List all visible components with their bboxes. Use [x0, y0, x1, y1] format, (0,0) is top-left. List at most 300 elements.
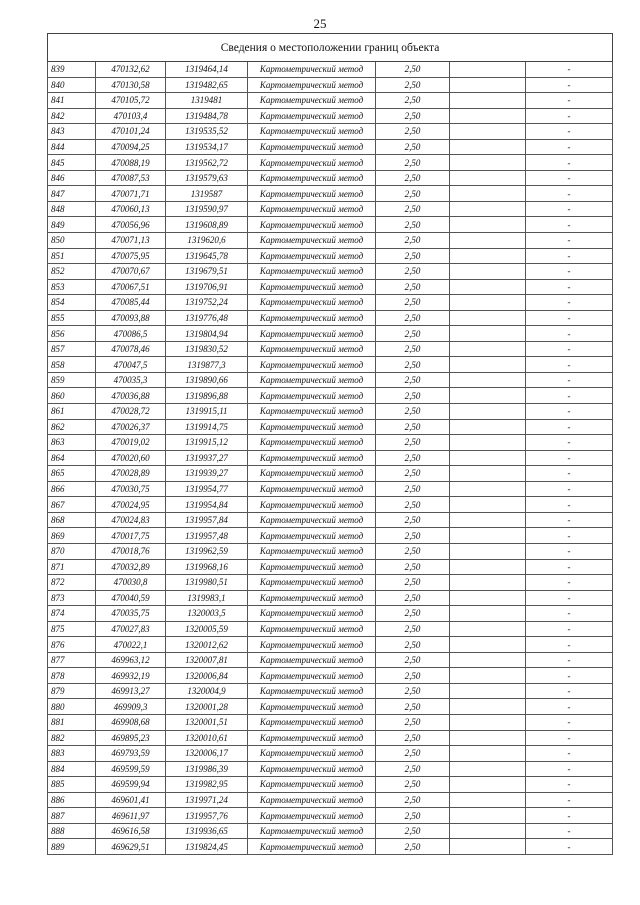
x-coordinate-cell: 470027,83: [96, 621, 166, 637]
note-cell: -: [526, 419, 613, 435]
note-cell: -: [526, 746, 613, 762]
note-cell: -: [526, 201, 613, 217]
description-cell: [450, 450, 526, 466]
x-coordinate-cell: 470040,59: [96, 590, 166, 606]
table-row: [48, 155, 613, 171]
table-row: [48, 590, 613, 606]
x-coordinate-cell: 470028,72: [96, 404, 166, 420]
table-row: [48, 746, 613, 762]
x-coordinate-cell: 469611,97: [96, 808, 166, 824]
point-number-cell: 881: [48, 714, 96, 730]
precision-cell: 2,50: [376, 528, 450, 544]
precision-cell: 2,50: [376, 668, 450, 684]
point-number-cell: 882: [48, 730, 96, 746]
description-cell: [450, 497, 526, 513]
description-cell: [450, 512, 526, 528]
method-cell: Картометрический метод: [248, 186, 376, 202]
table-row: [48, 233, 613, 249]
x-coordinate-cell: 470056,96: [96, 217, 166, 233]
y-coordinate-cell: 1319957,84: [166, 512, 248, 528]
description-cell: [450, 730, 526, 746]
y-coordinate-cell: 1319896,88: [166, 388, 248, 404]
table-row: [48, 326, 613, 342]
precision-cell: 2,50: [376, 792, 450, 808]
table-row: [48, 652, 613, 668]
x-coordinate-cell: 470088,19: [96, 155, 166, 171]
note-cell: -: [526, 186, 613, 202]
table-row: [48, 528, 613, 544]
point-number-cell: 889: [48, 839, 96, 855]
method-cell: Картометрический метод: [248, 621, 376, 637]
y-coordinate-cell: 1320012,62: [166, 637, 248, 653]
y-coordinate-cell: 1319939,27: [166, 466, 248, 482]
precision-cell: 2,50: [376, 264, 450, 280]
table-row: [48, 714, 613, 730]
x-coordinate-cell: 469629,51: [96, 839, 166, 855]
method-cell: Картометрический метод: [248, 823, 376, 839]
note-cell: -: [526, 823, 613, 839]
precision-cell: 2,50: [376, 466, 450, 482]
point-number-cell: 857: [48, 341, 96, 357]
x-coordinate-cell: 470087,53: [96, 170, 166, 186]
table-row: [48, 543, 613, 559]
point-number-cell: 854: [48, 295, 96, 311]
description-cell: [450, 139, 526, 155]
point-number-cell: 850: [48, 233, 96, 249]
table-row: [48, 637, 613, 653]
precision-cell: 2,50: [376, 606, 450, 622]
method-cell: Картометрический метод: [248, 310, 376, 326]
description-cell: [450, 714, 526, 730]
y-coordinate-cell: 1319937,27: [166, 450, 248, 466]
point-number-cell: 848: [48, 201, 96, 217]
point-number-cell: 841: [48, 93, 96, 109]
description-cell: [450, 93, 526, 109]
method-cell: Картометрический метод: [248, 543, 376, 559]
precision-cell: 2,50: [376, 652, 450, 668]
y-coordinate-cell: 1319971,24: [166, 792, 248, 808]
table-row: [48, 606, 613, 622]
precision-cell: 2,50: [376, 512, 450, 528]
note-cell: -: [526, 139, 613, 155]
description-cell: [450, 388, 526, 404]
y-coordinate-cell: 1320007,81: [166, 652, 248, 668]
method-cell: Картометрический метод: [248, 730, 376, 746]
table-row: [48, 512, 613, 528]
method-cell: Картометрический метод: [248, 808, 376, 824]
y-coordinate-cell: 1319752,24: [166, 295, 248, 311]
x-coordinate-cell: 469913,27: [96, 683, 166, 699]
description-cell: [450, 761, 526, 777]
x-coordinate-cell: 470017,75: [96, 528, 166, 544]
description-cell: [450, 233, 526, 249]
precision-cell: 2,50: [376, 823, 450, 839]
method-cell: Картометрический метод: [248, 388, 376, 404]
note-cell: -: [526, 792, 613, 808]
precision-cell: 2,50: [376, 404, 450, 420]
note-cell: -: [526, 839, 613, 855]
x-coordinate-cell: 470036,88: [96, 388, 166, 404]
y-coordinate-cell: 1319962,59: [166, 543, 248, 559]
note-cell: -: [526, 108, 613, 124]
precision-cell: 2,50: [376, 326, 450, 342]
y-coordinate-cell: 1320010,61: [166, 730, 248, 746]
y-coordinate-cell: 1319679,51: [166, 264, 248, 280]
note-cell: -: [526, 575, 613, 591]
description-cell: [450, 419, 526, 435]
precision-cell: 2,50: [376, 761, 450, 777]
description-cell: [450, 435, 526, 451]
point-number-cell: 851: [48, 248, 96, 264]
table-row: [48, 450, 613, 466]
table-row: [48, 699, 613, 715]
point-number-cell: 842: [48, 108, 96, 124]
x-coordinate-cell: 470103,4: [96, 108, 166, 124]
point-number-cell: 871: [48, 559, 96, 575]
method-cell: Картометрический метод: [248, 264, 376, 280]
method-cell: Картометрический метод: [248, 77, 376, 93]
description-cell: [450, 357, 526, 373]
precision-cell: 2,50: [376, 77, 450, 93]
x-coordinate-cell: 469616,58: [96, 823, 166, 839]
x-coordinate-cell: 469793,59: [96, 746, 166, 762]
precision-cell: 2,50: [376, 295, 450, 311]
precision-cell: 2,50: [376, 435, 450, 451]
note-cell: -: [526, 730, 613, 746]
point-number-cell: 875: [48, 621, 96, 637]
table-header-row: [48, 34, 613, 62]
x-coordinate-cell: 470047,5: [96, 357, 166, 373]
description-cell: [450, 326, 526, 342]
x-coordinate-cell: 469963,12: [96, 652, 166, 668]
description-cell: [450, 823, 526, 839]
precision-cell: 2,50: [376, 450, 450, 466]
note-cell: -: [526, 466, 613, 482]
method-cell: Картометрический метод: [248, 714, 376, 730]
description-cell: [450, 108, 526, 124]
description-cell: [450, 77, 526, 93]
y-coordinate-cell: 1319915,12: [166, 435, 248, 451]
precision-cell: 2,50: [376, 201, 450, 217]
x-coordinate-cell: 469908,68: [96, 714, 166, 730]
table-row: [48, 62, 613, 78]
x-coordinate-cell: 470071,13: [96, 233, 166, 249]
method-cell: Картометрический метод: [248, 201, 376, 217]
x-coordinate-cell: 470130,58: [96, 77, 166, 93]
y-coordinate-cell: 1320004,9: [166, 683, 248, 699]
point-number-cell: 863: [48, 435, 96, 451]
description-cell: [450, 606, 526, 622]
note-cell: -: [526, 543, 613, 559]
point-number-cell: 870: [48, 543, 96, 559]
table-row: [48, 497, 613, 513]
description-cell: [450, 201, 526, 217]
table-row: [48, 404, 613, 420]
table-row: [48, 621, 613, 637]
x-coordinate-cell: 469909,3: [96, 699, 166, 715]
point-number-cell: 885: [48, 777, 96, 793]
precision-cell: 2,50: [376, 497, 450, 513]
point-number-cell: 873: [48, 590, 96, 606]
note-cell: -: [526, 93, 613, 109]
y-coordinate-cell: 1320001,51: [166, 714, 248, 730]
precision-cell: 2,50: [376, 341, 450, 357]
note-cell: -: [526, 512, 613, 528]
table-row: [48, 761, 613, 777]
x-coordinate-cell: 470024,95: [96, 497, 166, 513]
point-number-cell: 844: [48, 139, 96, 155]
x-coordinate-cell: 470078,46: [96, 341, 166, 357]
table-row: [48, 108, 613, 124]
description-cell: [450, 637, 526, 653]
y-coordinate-cell: 1319608,89: [166, 217, 248, 233]
precision-cell: 2,50: [376, 155, 450, 171]
method-cell: Картометрический метод: [248, 652, 376, 668]
y-coordinate-cell: 1319587: [166, 186, 248, 202]
description-cell: [450, 668, 526, 684]
y-coordinate-cell: 1319915,11: [166, 404, 248, 420]
method-cell: Картометрический метод: [248, 528, 376, 544]
x-coordinate-cell: 469599,59: [96, 761, 166, 777]
table-row: [48, 264, 613, 280]
precision-cell: 2,50: [376, 543, 450, 559]
method-cell: Картометрический метод: [248, 217, 376, 233]
point-number-cell: 860: [48, 388, 96, 404]
point-number-cell: 879: [48, 683, 96, 699]
y-coordinate-cell: 1319830,52: [166, 341, 248, 357]
note-cell: -: [526, 372, 613, 388]
y-coordinate-cell: 1319954,84: [166, 497, 248, 513]
y-coordinate-cell: 1319954,77: [166, 481, 248, 497]
method-cell: Картометрический метод: [248, 699, 376, 715]
description-cell: [450, 746, 526, 762]
point-number-cell: 840: [48, 77, 96, 93]
method-cell: Картометрический метод: [248, 575, 376, 591]
description-cell: [450, 575, 526, 591]
table-row: [48, 683, 613, 699]
method-cell: Картометрический метод: [248, 683, 376, 699]
description-cell: [450, 310, 526, 326]
precision-cell: 2,50: [376, 108, 450, 124]
precision-cell: 2,50: [376, 357, 450, 373]
precision-cell: 2,50: [376, 637, 450, 653]
method-cell: Картометрический метод: [248, 233, 376, 249]
point-number-cell: 865: [48, 466, 96, 482]
x-coordinate-cell: 470028,89: [96, 466, 166, 482]
table-row: [48, 139, 613, 155]
table-row: [48, 808, 613, 824]
y-coordinate-cell: 1319535,52: [166, 124, 248, 140]
description-cell: [450, 528, 526, 544]
precision-cell: 2,50: [376, 170, 450, 186]
table-row: [48, 341, 613, 357]
x-coordinate-cell: 469601,41: [96, 792, 166, 808]
x-coordinate-cell: 470101,24: [96, 124, 166, 140]
point-number-cell: 858: [48, 357, 96, 373]
precision-cell: 2,50: [376, 714, 450, 730]
point-number-cell: 855: [48, 310, 96, 326]
table-row: [48, 388, 613, 404]
point-number-cell: 866: [48, 481, 96, 497]
y-coordinate-cell: 1319464,14: [166, 62, 248, 78]
method-cell: Картометрический метод: [248, 404, 376, 420]
y-coordinate-cell: 1319562,72: [166, 155, 248, 171]
description-cell: [450, 543, 526, 559]
description-cell: [450, 264, 526, 280]
point-number-cell: 872: [48, 575, 96, 591]
x-coordinate-cell: 470070,67: [96, 264, 166, 280]
precision-cell: 2,50: [376, 217, 450, 233]
method-cell: Картометрический метод: [248, 435, 376, 451]
table-row: [48, 201, 613, 217]
y-coordinate-cell: 1319986,39: [166, 761, 248, 777]
point-number-cell: 886: [48, 792, 96, 808]
precision-cell: 2,50: [376, 621, 450, 637]
method-cell: Картометрический метод: [248, 108, 376, 124]
point-number-cell: 859: [48, 372, 96, 388]
point-number-cell: 856: [48, 326, 96, 342]
method-cell: Картометрический метод: [248, 372, 376, 388]
table-row: [48, 77, 613, 93]
point-number-cell: 853: [48, 279, 96, 295]
description-cell: [450, 124, 526, 140]
y-coordinate-cell: 1319706,91: [166, 279, 248, 295]
point-number-cell: 864: [48, 450, 96, 466]
note-cell: -: [526, 170, 613, 186]
point-number-cell: 846: [48, 170, 96, 186]
description-cell: [450, 279, 526, 295]
x-coordinate-cell: 470067,51: [96, 279, 166, 295]
y-coordinate-cell: 1319914,75: [166, 419, 248, 435]
note-cell: -: [526, 279, 613, 295]
description-cell: [450, 481, 526, 497]
table-row: [48, 792, 613, 808]
table-row: [48, 295, 613, 311]
description-cell: [450, 217, 526, 233]
y-coordinate-cell: 1320001,28: [166, 699, 248, 715]
y-coordinate-cell: 1320003,5: [166, 606, 248, 622]
table-row: [48, 839, 613, 855]
table-title: Сведения о местоположении границ объекта: [48, 34, 613, 62]
y-coordinate-cell: 1319877,3: [166, 357, 248, 373]
table-row: [48, 668, 613, 684]
table-row: [48, 823, 613, 839]
note-cell: -: [526, 404, 613, 420]
table-row: [48, 435, 613, 451]
note-cell: -: [526, 435, 613, 451]
y-coordinate-cell: 1319982,95: [166, 777, 248, 793]
y-coordinate-cell: 1319620,6: [166, 233, 248, 249]
method-cell: Картометрический метод: [248, 279, 376, 295]
y-coordinate-cell: 1319980,51: [166, 575, 248, 591]
precision-cell: 2,50: [376, 590, 450, 606]
y-coordinate-cell: 1319824,45: [166, 839, 248, 855]
method-cell: Картометрический метод: [248, 155, 376, 171]
precision-cell: 2,50: [376, 372, 450, 388]
precision-cell: 2,50: [376, 93, 450, 109]
point-number-cell: 887: [48, 808, 96, 824]
note-cell: -: [526, 808, 613, 824]
method-cell: Картометрический метод: [248, 170, 376, 186]
method-cell: Картометрический метод: [248, 139, 376, 155]
method-cell: Картометрический метод: [248, 777, 376, 793]
table-row: [48, 93, 613, 109]
description-cell: [450, 372, 526, 388]
x-coordinate-cell: 469895,23: [96, 730, 166, 746]
description-cell: [450, 62, 526, 78]
point-number-cell: 884: [48, 761, 96, 777]
x-coordinate-cell: 470035,75: [96, 606, 166, 622]
y-coordinate-cell: 1320005,59: [166, 621, 248, 637]
x-coordinate-cell: 470071,71: [96, 186, 166, 202]
precision-cell: 2,50: [376, 839, 450, 855]
description-cell: [450, 295, 526, 311]
note-cell: -: [526, 714, 613, 730]
method-cell: Картометрический метод: [248, 341, 376, 357]
method-cell: Картометрический метод: [248, 124, 376, 140]
x-coordinate-cell: 470026,37: [96, 419, 166, 435]
point-number-cell: 888: [48, 823, 96, 839]
y-coordinate-cell: 1320006,84: [166, 668, 248, 684]
y-coordinate-cell: 1319890,66: [166, 372, 248, 388]
point-number-cell: 849: [48, 217, 96, 233]
table-row: [48, 466, 613, 482]
description-cell: [450, 808, 526, 824]
x-coordinate-cell: 470024,83: [96, 512, 166, 528]
note-cell: -: [526, 388, 613, 404]
precision-cell: 2,50: [376, 233, 450, 249]
point-number-cell: 868: [48, 512, 96, 528]
y-coordinate-cell: 1319482,65: [166, 77, 248, 93]
table-row: [48, 186, 613, 202]
x-coordinate-cell: 470020,60: [96, 450, 166, 466]
note-cell: -: [526, 668, 613, 684]
precision-cell: 2,50: [376, 124, 450, 140]
method-cell: Картометрический метод: [248, 559, 376, 575]
method-cell: Картометрический метод: [248, 761, 376, 777]
x-coordinate-cell: 469932,19: [96, 668, 166, 684]
x-coordinate-cell: 470019,02: [96, 435, 166, 451]
x-coordinate-cell: 470094,25: [96, 139, 166, 155]
method-cell: Картометрический метод: [248, 606, 376, 622]
point-number-cell: 852: [48, 264, 96, 280]
description-cell: [450, 155, 526, 171]
note-cell: -: [526, 497, 613, 513]
point-number-cell: 876: [48, 637, 96, 653]
point-number-cell: 880: [48, 699, 96, 715]
x-coordinate-cell: 470032,89: [96, 559, 166, 575]
y-coordinate-cell: 1319983,1: [166, 590, 248, 606]
y-coordinate-cell: 1319804,94: [166, 326, 248, 342]
page-number: 25: [313, 16, 327, 31]
note-cell: -: [526, 326, 613, 342]
description-cell: [450, 404, 526, 420]
method-cell: Картометрический метод: [248, 792, 376, 808]
note-cell: -: [526, 621, 613, 637]
table-row: [48, 357, 613, 373]
table-row: [48, 279, 613, 295]
precision-cell: 2,50: [376, 310, 450, 326]
precision-cell: 2,50: [376, 559, 450, 575]
y-coordinate-cell: 1319968,16: [166, 559, 248, 575]
method-cell: Картометрический метод: [248, 419, 376, 435]
table-row: [48, 248, 613, 264]
table-row: [48, 481, 613, 497]
y-coordinate-cell: 1319481: [166, 93, 248, 109]
x-coordinate-cell: 470093,88: [96, 310, 166, 326]
method-cell: Картометрический метод: [248, 93, 376, 109]
point-number-cell: 861: [48, 404, 96, 420]
